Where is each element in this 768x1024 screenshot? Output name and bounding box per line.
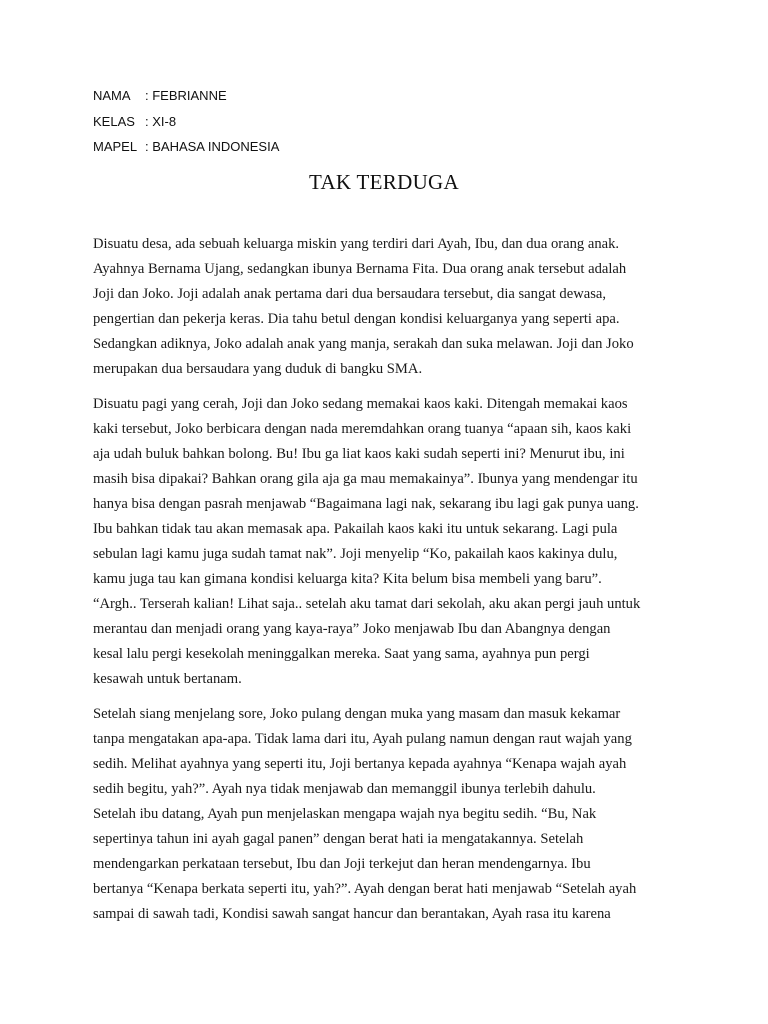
paragraph-line: Setelah ibu datang, Ayah pun menjelaskan mengapa wajah nya begitu sedih. “Bu, Nak <box>93 806 597 822</box>
paragraph-line: merantau dan menjadi orang yang kaya-raya” Joko menjawab Ibu dan Abangnya dengan <box>93 621 611 637</box>
subject-value: : BAHASA INDONESIA <box>145 139 280 154</box>
paragraph-line: sepertinya tahun ini ayah gagal panen” dengan berat hati ia mengatakannya. Setelah <box>93 831 584 847</box>
class-label: KELAS <box>93 113 135 129</box>
story-body <box>93 232 668 937</box>
name-value: : FEBRIANNE <box>145 88 227 103</box>
paragraph-line: bertanya “Kenapa berkata seperti itu, yah?”. Ayah dengan berat hati menjawab “Setelah ayah <box>93 881 637 897</box>
paragraph-line: tanpa mengatakan apa-apa. Tidak lama dari itu, Ayah pulang namun dengan raut wajah yang <box>93 731 632 747</box>
class-value: : XI-8 <box>145 113 177 129</box>
paragraph-line: Ibu bahkan tidak tau akan memasak apa. Pakailah kaos kaki itu untuk sekarang. Lagi pula <box>93 521 618 537</box>
student-info-header <box>93 87 279 164</box>
paragraph-line: “Argh.. Terserah kalian! Lihat saja.. setelah aku tamat dari sekolah, aku akan pergi jauh untuk <box>93 596 641 612</box>
story-paragraph <box>93 392 668 692</box>
subject-row <box>93 138 279 164</box>
name-label: NAMA <box>93 88 131 103</box>
paragraph-line: kamu juga tau kan gimana kondisi keluarga kita? Kita belum bisa membeli yang baru”. <box>93 571 602 587</box>
paragraph-line: masih bisa dipakai? Bahkan orang gila aja ga mau memakainya”. Ibunya yang mendengar itu <box>93 471 638 487</box>
paragraph-line: Disuatu desa, ada sebuah keluarga miskin yang terdiri dari Ayah, Ibu, dan dua orang anak. <box>93 236 620 252</box>
paragraph-line: kesawah untuk bertanam. <box>93 671 242 687</box>
story-title: TAK TERDUGA <box>309 170 459 194</box>
name-row <box>93 87 279 113</box>
class-row <box>93 113 279 139</box>
paragraph-line: hanya bisa dengan pasrah menjawab “Bagaimana lagi nak, sekarang ibu lagi gak punya uang. <box>93 496 639 512</box>
story-paragraph <box>93 232 668 382</box>
paragraph-line: mendengarkan perkataan tersebut, Ibu dan Joji terkejut dan heran mendengarnya. Ibu <box>93 856 591 872</box>
paragraph-line: Sedangkan adiknya, Joko adalah anak yang manja, serakah dan suka melawan. Joji dan Joko <box>93 336 634 352</box>
paragraph-line: Joji dan Joko. Joji adalah anak pertama dari dua bersaudara tersebut, dia sangat dewasa, <box>93 286 607 302</box>
paragraph-line: Ayahnya Bernama Ujang, sedangkan ibunya Bernama Fita. Dua orang anak tersebut adalah <box>93 261 627 277</box>
paragraph-line: Setelah siang menjelang sore, Joko pulang dengan muka yang masam dan masuk kekamar <box>93 706 621 722</box>
paragraph-line: aja udah buluk bahkan bolong. Bu! Ibu ga liat kaos kaki sudah seperti ini? Menurut ibu, ini <box>93 446 625 462</box>
paragraph-line: sampai di sawah tadi, Kondisi sawah sangat hancur dan berantakan, Ayah rasa itu karena <box>93 906 611 922</box>
paragraph-line: sedih begitu, yah?”. Ayah nya tidak menjawab dan memanggil ibunya terlebih dahulu. <box>93 781 596 797</box>
paragraph-line: kesal lalu pergi kesekolah meninggalkan mereka. Saat yang sama, ayahnya pun pergi <box>93 646 590 662</box>
subject-label: MAPEL <box>93 139 138 154</box>
paragraph-line: Disuatu pagi yang cerah, Joji dan Joko sedang memakai kaos kaki. Ditengah memakai kaos <box>93 396 628 412</box>
story-paragraph <box>93 702 668 927</box>
paragraph-line: sedih. Melihat ayahnya yang seperti itu, Joji bertanya kepada ayahnya “Kenapa wajah ayah <box>93 756 627 772</box>
paragraph-line: pengertian dan pekerja keras. Dia tahu betul dengan kondisi keluarganya yang seperti apa. <box>93 311 620 327</box>
paragraph-line: kaki tersebut, Joko berbicara dengan nada meremdahkan orang tuanya “apaan sih, kaos kaki <box>93 421 632 437</box>
paragraph-line: merupakan dua bersaudara yang duduk di bangku SMA. <box>93 361 423 377</box>
paragraph-line: sebulan lagi kamu juga sudah tamat nak”. Joji menyelip “Ko, pakailah kaos kakinya dulu, <box>93 546 618 562</box>
